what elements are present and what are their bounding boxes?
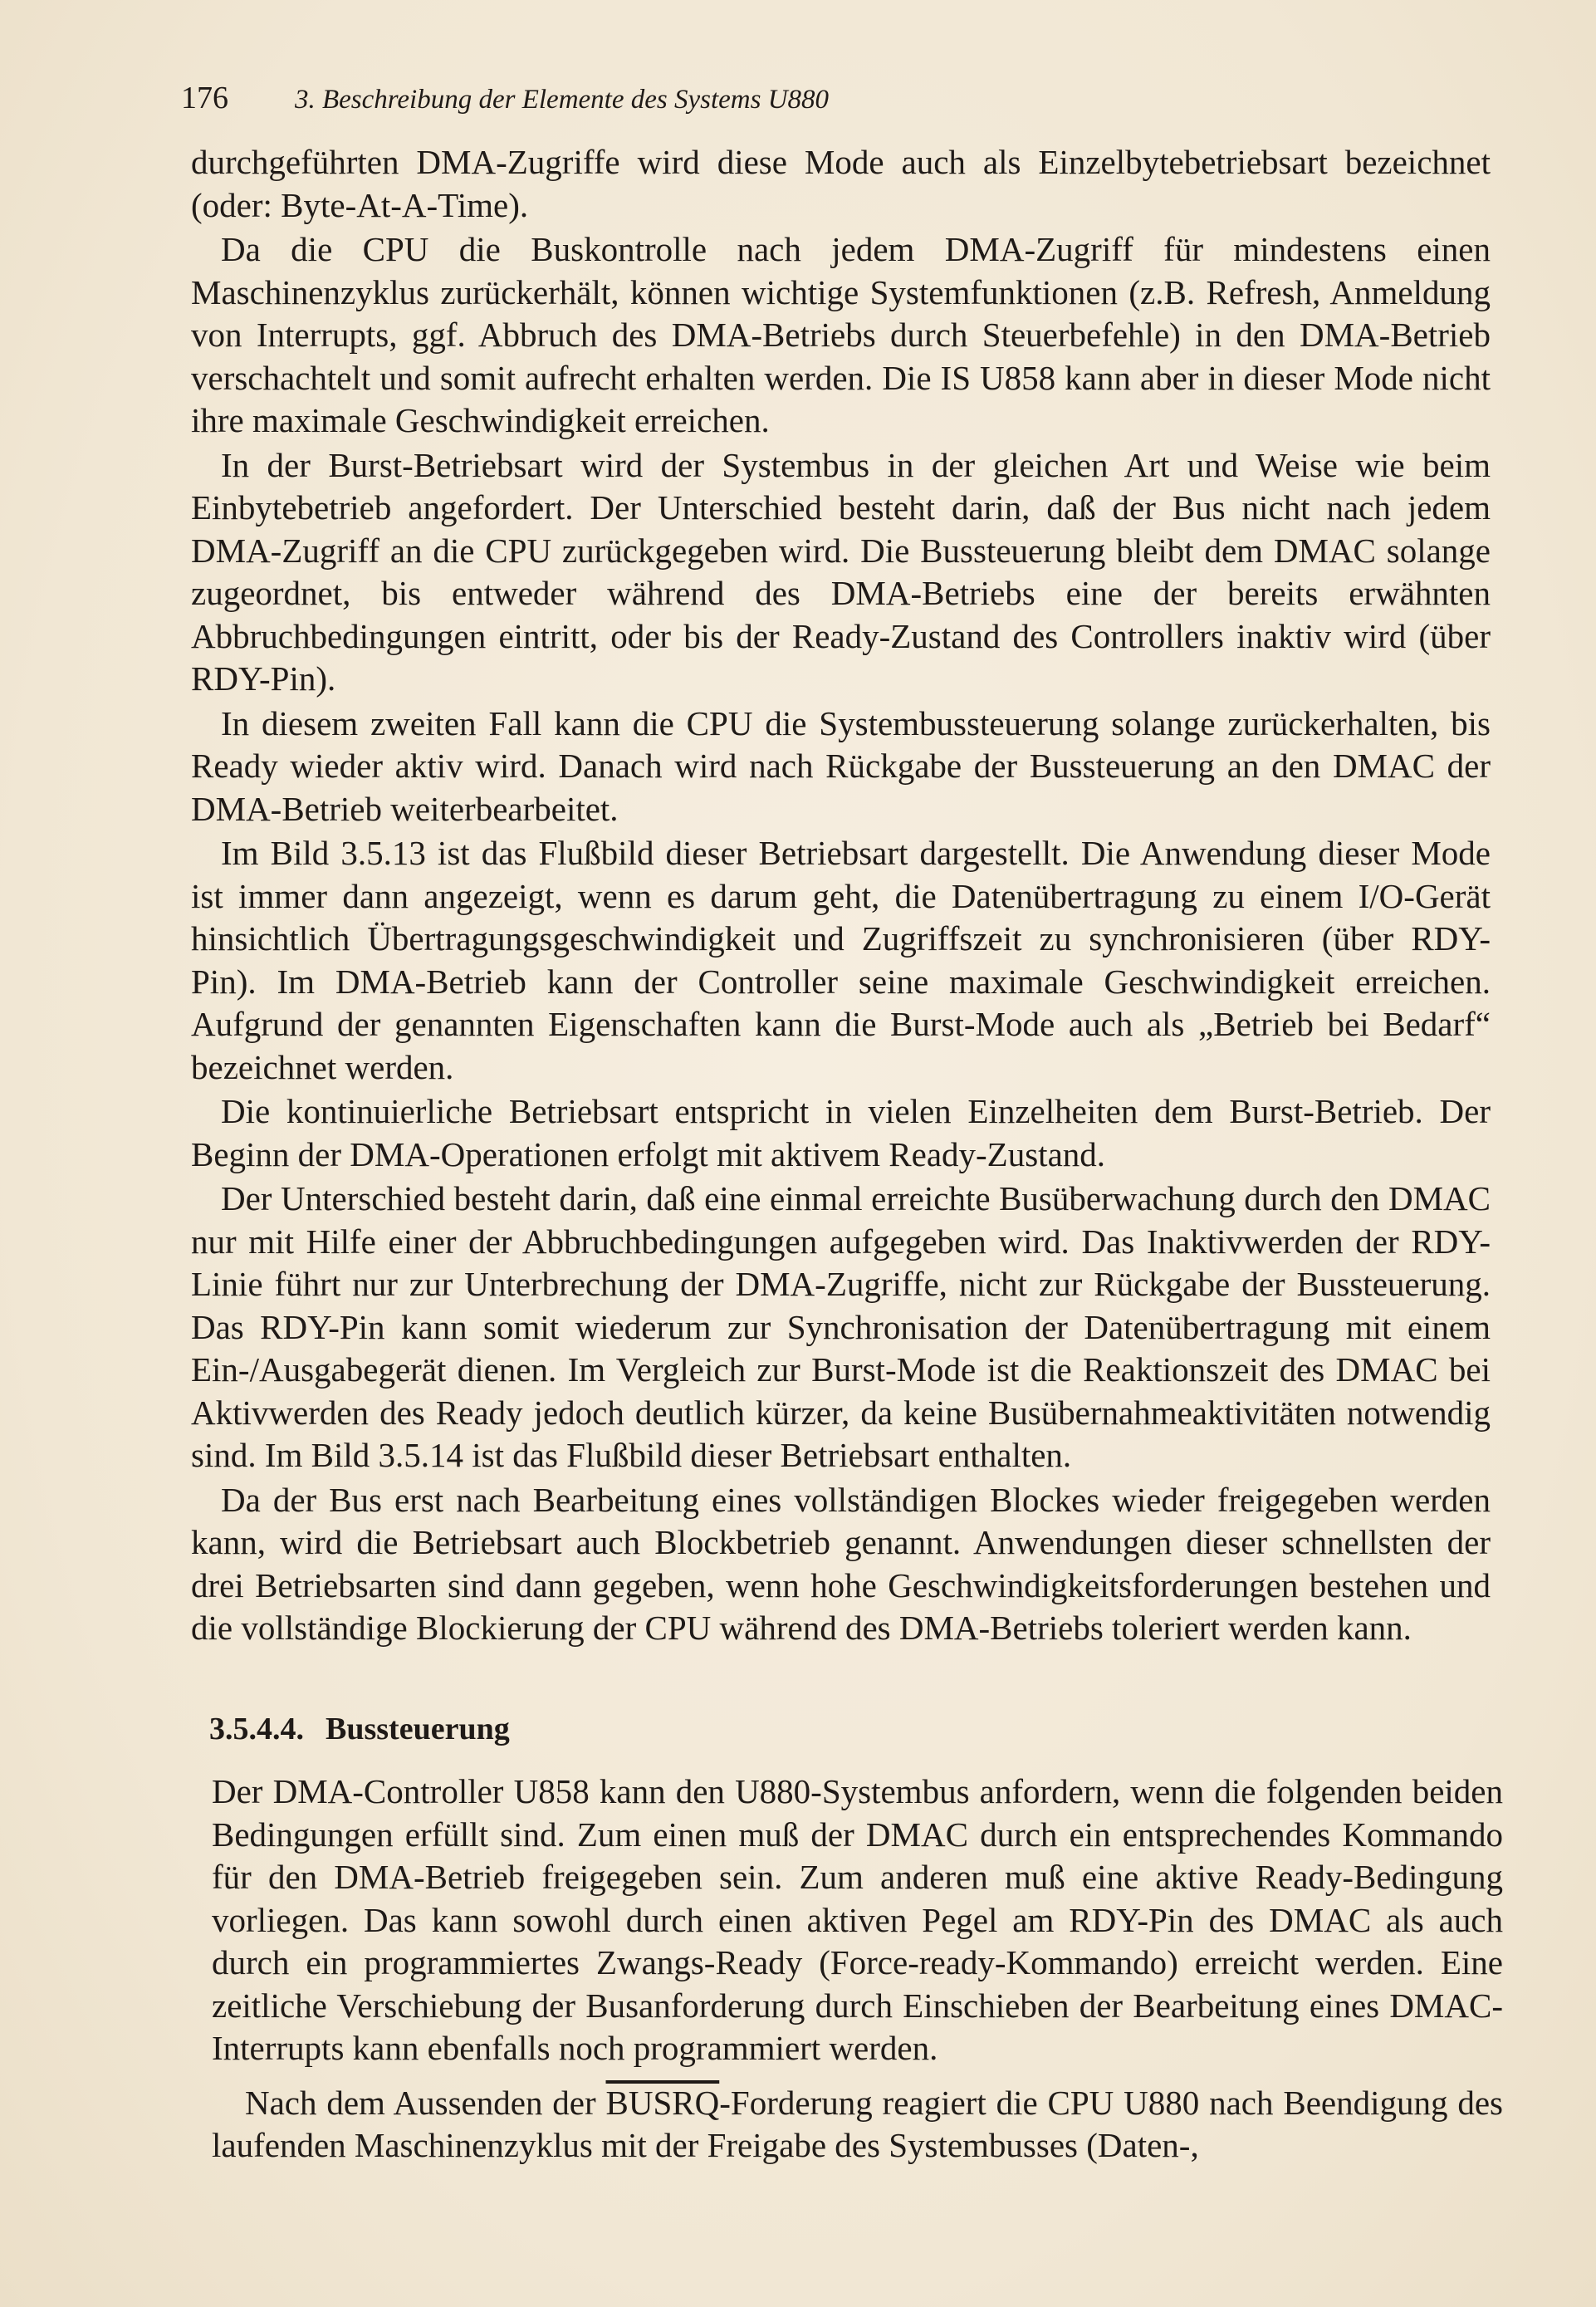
paragraph: Der DMA-Controller U858 kann den U880-Systembus anfordern, wenn die folgenden beiden Bedingungen erfüllt sind. Zum einen muß der DMAC durch ein entsprechendes Kommando für den DMA-Betrieb freigegeben sein. Zum anderen muß eine aktive Ready-Bedingung vorliegen. Das kann sowohl durch einen aktiven Pegel am RDY-Pin des DMAC als auch durch ein programmiertes Zwangs-Ready (Force-ready-Kommando) erreicht werden. Eine zeitliche Verschiebung der Busanforderung durch Einschieben der Bearbeitung eines DMAC-Interrupts kann ebenfalls noch programmiert werden. [212,1772,1503,2067]
paragraph: Der Unterschied besteht darin, daß eine einmal erreichte Busüberwachung durch den DMAC nur mit Hilfe einer der Abbruchbedingungen aufgegeben wird. Das Inaktivwerden der RDY-Linie führt nur zur Unterbrechung der DMA-Zugriffe, nicht zur Rückgabe der Bussteuerung. Das RDY-Pin kann somit wiederum zur Synchronisation der Datenübertragung mit einem Ein-/Ausgabegerät dienen. Im Vergleich zur Burst-Mode ist die Reaktionszeit des DMAC bei Aktivwerden des Ready jedoch deutlich kürzer, da keine Busübernahmeaktivitäten notwendig sind. Im Bild 3.5.14 ist das Flußbild dieser Betriebsart enthalten. [191,1179,1491,1474]
section-title: Bussteuerung [326,1712,510,1746]
paragraph [212,2082,1503,2167]
body-text [191,141,1491,1650]
section-heading [209,1711,510,1747]
text-run: Nach dem Aussenden der [245,2083,606,2122]
paragraph: Im Bild 3.5.13 ist das Flußbild dieser Betriebsart dargestellt. Die Anwendung dieser Mode ist immer dann angezeigt, wenn es darum geht, die Datenübertragung zu einem I/O-Gerät hinsichtlich Übertragungsgeschwindigkeit und Zugriffszeit zu synchronisieren (über RDY-Pin). Im DMA-Betrieb kann der Controller seine maximale Geschwindigkeit erreichen. Aufgrund der genannten Eigenschaften kann die Burst-Mode auch als „Betrieb bei Bedarf“ bezeichnet werden. [191,834,1491,1086]
paragraph: Da die CPU die Buskontrolle nach jedem DMA-Zugriff für mindestens einen Maschinenzyklus zurückerhält, können wichtige Systemfunktionen (z.B. Refresh, Anmeldung von Interrupts, ggf. Abbruch des DMA-Betriebs durch Steuerbefehle) in den DMA-Betrieb verschachtelt und somit aufrecht erhalten werden. Die IS U858 kann aber in dieser Mode nicht ihre maximale Geschwindigkeit erreichen. [191,230,1491,439]
section-body [212,1771,1503,2167]
section-number: 3.5.4.4. [209,1712,304,1746]
paragraph: In diesem zweiten Fall kann die CPU die Systembussteuerung solange zurückerhalten, bis Ready wieder aktiv wird. Danach wird nach Rückgabe der Bussteuerung an den DMAC der DMA-Betrieb weiterbearbeitet. [191,703,1491,828]
running-head [181,80,1526,130]
paragraph: In der Burst-Betriebsart wird der Systembus in der gleichen Art und Weise wie beim Einbytebetrieb angefordert. Der Unterschied besteht darin, daß der Bus nicht nach jedem DMA-Zugriff an die CPU zurückgegeben wird. Die Bussteuerung bleibt dem DMAC solange zugeordnet, bis entweder während des DMA-Betriebs eine der bereits erwähnten Abbruchbedingungen eintritt, oder bis der Ready-Zustand des Controllers inaktiv wird (über RDY-Pin). [191,445,1491,698]
running-head-title: 3. Beschreibung der Elemente des Systems U880 [295,85,830,115]
text-run: -Forderung reagiert die CPU U880 nach Beendigung des laufenden Maschinenzyklus mit der Freigabe des Systembusses (Daten-, [212,2083,1503,2164]
busrq-signal: BUSRQ [605,2083,720,2122]
paragraph: durchgeführten DMA-Zugriffe wird diese Mode auch als Einzelbytebetriebsart bezeichnet (oder: Byte-At-A-Time). [191,143,1491,224]
page-number: 176 [181,81,228,115]
paragraph: Die kontinuierliche Betriebsart entspricht in vielen Einzelheiten dem Burst-Betrieb. Der Beginn der DMA-Operationen erfolgt mit aktivem Ready-Zustand. [191,1092,1491,1173]
paragraph: Da der Bus erst nach Bearbeitung eines vollständigen Blockes wieder freigegeben werden kann, wird die Betriebsart auch Blockbetrieb genannt. Anwendungen dieser schnellsten der drei Betriebsarten sind dann gegeben, wenn hohe Geschwindigkeitsforderungen bestehen und die vollständige Blockierung der CPU während des DMA-Betriebs toleriert werden kann. [191,1480,1491,1647]
